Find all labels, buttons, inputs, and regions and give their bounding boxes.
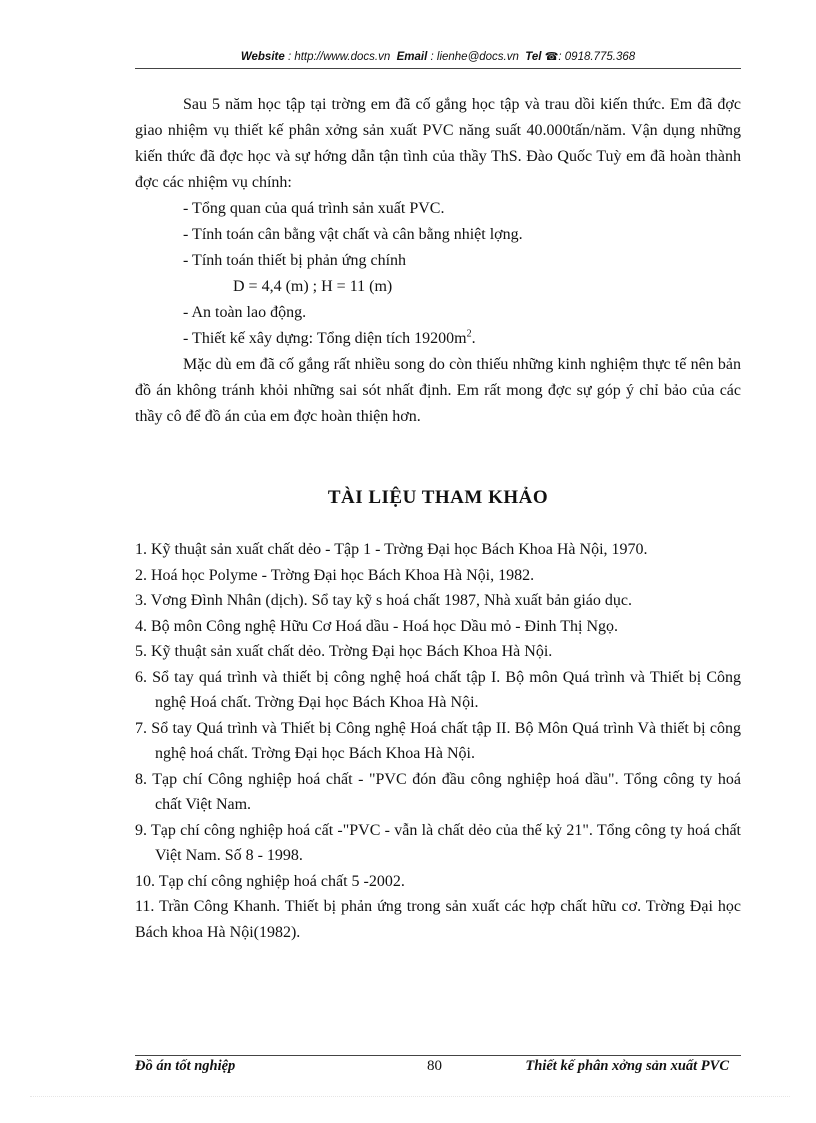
task-item: - Tổng quan của quá trình sản xuất PVC. <box>183 200 445 217</box>
reference-item: 4. Bộ môn Công nghệ Hữu Cơ Hoá dầu - Hoá học Dầu mỏ - Đinh Thị Ngọ. <box>135 617 619 635</box>
reference-item: 7. Sổ tay Quá trình và Thiết bị Công nghệ Hoá chất tập II. Bộ Môn Quá trình Và thiết bị công nghệ hoá chất. Trờng Đại học Bách Khoa Hà Nội. <box>135 719 741 762</box>
page-header <box>135 50 741 67</box>
header-divider <box>135 68 741 69</box>
task-construction-end: . <box>471 330 476 347</box>
conclusion-closing: Mặc dù em đã cố gắng rất nhiều song do còn thiếu những kinh nghiệm thực tế nên bản đồ án không tránh khỏi những sai sót nhất định. Em rất mong đợc sự góp ý chỉ bảo của các thầy cô để đồ án của em đợc hoàn thiện hơn. <box>135 356 741 425</box>
reference-item: 2. Hoá học Polyme - Trờng Đại học Bách Khoa Hà Nội, 1982. <box>135 566 535 584</box>
reference-item: 8. Tạp chí Công nghiệp hoá chất - "PVC đón đầu công nghiệp hoá dầu". Tổng công ty hoá chất Việt Nam. <box>135 770 741 813</box>
reference-item: 10. Tạp chí công nghiệp hoá chất 5 -2002. <box>135 872 405 890</box>
footer-right: Thiết kế phân xởng sản xuất PVC <box>525 1058 729 1074</box>
email-value: : lienhe@docs.vn <box>430 51 519 63</box>
footer-divider <box>135 1055 741 1056</box>
tel-label: Tel <box>525 51 542 63</box>
reference-item: 6. Sổ tay quá trình và thiết bị công nghệ hoá chất tập I. Bộ môn Quá trình và Thiết bị Công nghệ Hoá chất. Trờng Đại học Bách Khoa Hà Nội. <box>135 668 741 711</box>
reference-item: 11. Trần Công Khanh. Thiết bị phản ứng trong sản xuất các hợp chất hữu cơ. Trờng Đại học Bách khoa Hà Nội(1982). <box>135 898 741 941</box>
superscript: 2 <box>466 328 472 340</box>
reference-item: 3. Vơng Đình Nhân (dịch). Sổ tay kỹ s hoá chất 1987, Nhà xuất bản giáo dục. <box>135 592 632 609</box>
reactor-dimensions: D = 4,4 (m) ; H = 11 (m) <box>233 278 393 295</box>
phone-icon: ☎ <box>544 51 559 63</box>
references-list <box>135 537 741 945</box>
email-label: Email <box>396 51 428 63</box>
reference-item: 5. Kỹ thuật sản xuất chất dẻo. Trờng Đại học Bách Khoa Hà Nội. <box>135 643 553 660</box>
conclusion-intro: Sau 5 năm học tập tại trờng em đã cố gắng học tập và trau dồi kiến thức. Em đã đợc giao nhiệm vụ thiết kế phân xởng sản xuất PVC năng suất 40.000tấn/năm. Vận dụng những kiến thức đã đợc học và sự hớng dẫn tận tình của thầy ThS. Đào Quốc Tuỳ em đã hoàn thành đợc các nhiệm vụ chính: <box>135 96 741 191</box>
page-number: 80 <box>427 1058 442 1074</box>
page-footer <box>135 1058 741 1078</box>
task-item: - An toàn lao động. <box>183 304 307 321</box>
website-label: Website <box>240 51 285 63</box>
references-title: TÀI LIỆU THAM KHẢO <box>327 487 549 508</box>
footer-left: Đồ án tốt nghiệp <box>135 1058 236 1074</box>
tel-value: : 0918.775.368 <box>558 51 636 63</box>
task-item-construction <box>135 326 741 352</box>
reference-item: 9. Tạp chí công nghiệp hoá cất -"PVC - vẫn là chất dẻo của thế kỷ 21". Tổng công ty hoá chất Việt Nam. Số 8 - 1998. <box>135 821 741 864</box>
task-construction-text: - Thiết kế xây dựng: Tổng diện tích 19200m <box>183 330 467 347</box>
task-item: - Tính toán thiết bị phản ứng chính <box>183 252 407 269</box>
task-item: - Tính toán cân bằng vật chất và cân bằng nhiệt lợng. <box>183 226 523 243</box>
reference-item: 1. Kỹ thuật sản xuất chất dẻo - Tập 1 - Trờng Đại học Bách Khoa Hà Nội, 1970. <box>135 541 648 558</box>
conclusion-section <box>135 92 741 430</box>
bottom-dotted-line <box>30 1096 790 1097</box>
website-value: : http://www.docs.vn <box>287 51 391 63</box>
